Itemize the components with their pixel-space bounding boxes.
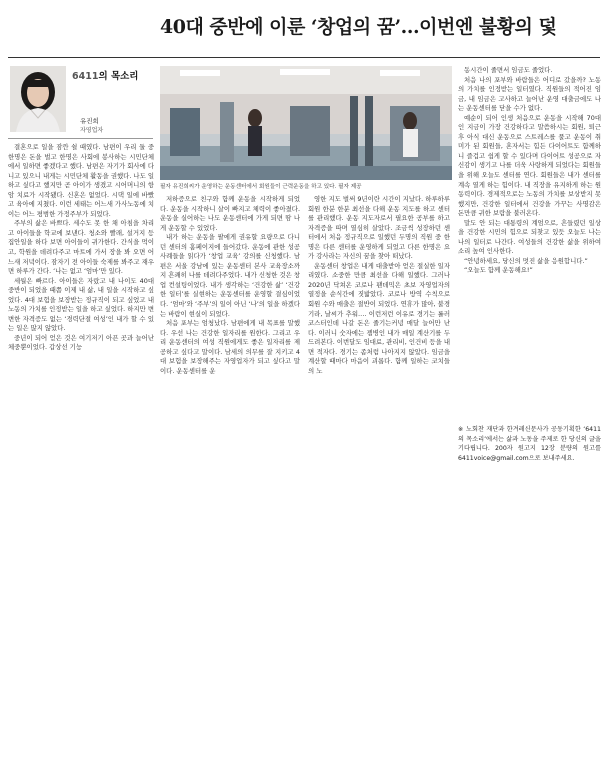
submission-footnote: ※ 노회찬 재단과 한겨레신문사가 공동기획한 ‘6411의 목소리’에서는 삶과 노동을 주제로 한 당신의 글을 기다립니다. 200자 원고지 12장 분량의 원고를 6411voice@gmail.com으로 보내주세요. bbox=[458, 426, 601, 462]
author-name: 유진희 bbox=[80, 117, 99, 125]
profile-divider bbox=[8, 138, 153, 139]
paragraph: 주부의 삶은 바쁘다. 세수도 못 한 채 아침을 차리고 아이들을 학교에 보낸다. 청소와 빨래, 설거지 등 집안일을 하다 보면 아이들이 귀가한다. 간식을 먹이고, 학원을 데려다주고 마트에 가서 장을 봐 오면 어느새 저녁이다. 잠자기 전 아이들 숙제를 봐주고 재우면 하루가 간다. ‘나는 없고 ‘엄마’만 있다. bbox=[8, 219, 154, 276]
paragraph: 처음 포부는 엄청났다. 남편에게 내 목표를 말했다. 우선 나는 건강한 일자리를 원한다. 그리고 우리 운동센터의 여성 직원에게도 좋은 일자리를 제공하고 싶다고 말이다. 남세의 의무를 잘 지키고 4대 보험을 보장해주는 자영업자가 되고 싶다고 말이다. 운동센터를 운 bbox=[160, 319, 300, 375]
paragraph: 처음 나의 포부와 바람들은 어디로 갔을까? 노동의 가치를 인정받는 일터였다. 직원들의 적어진 임금, 내 임금은 고사하고 늘어난 운영 대출금에도 나는 운동센터를 닫을 수가 없다. bbox=[458, 75, 601, 113]
paragraph: 세월은 빠르다. 아이들은 자랐고 내 나이도 40대 중반이 되었을 때쯤 이제 내 삶, 내 일을 시작하고 싶었다. 4대 보험을 보장받는 정규직이 되고 싶었고 내 노동의 가치를 인정받는 일을 하고 싶었다. 하지만 변변한 자격증도 없는 ‘경력단절 여성’인 내가 할 수 있는 일은 많지 않았다. bbox=[8, 276, 154, 333]
paragraph: 말도 안 되는 대통령의 계엄으로, 흔들렸던 일상을 건강한 시민의 힘으로 되찾고 있듯 오늘도 나는 나의 일터로 나간다. 여성들의 건강한 삶을 위하여 소리 높여 인사한다. bbox=[458, 218, 601, 256]
paragraph: 예순이 되어 인생 처음으로 운동을 시작해 70대인 지금이 가장 건강하다고 말씀하시는 회원, 퇴근 후 아식 대신 운동으로 스트레스를 풀고 운동이 취미가 된 회원들, 혼자서는 힘든 다이어트도 함께하니 즐겁고 쉽게 할 수 있다며 다이어트 성공으로 자신감이 생기고 나를 더욱 사랑하게 되었다는 회원들을 위해 오늘도 센터를 연다. 회원들은 내가 센터를 계속 열게 하는 힘이다. 내 직장을 유지하게 하는 원동력이다. 경제적으로는 노동의 가치를 보상받지 못했지만, 건강한 일터에서 건강을 가꾸는 사명감은 돈만큼 귀한 보람을 불러온다. bbox=[458, 113, 601, 218]
article-column-4 bbox=[458, 66, 601, 421]
column-profile bbox=[8, 66, 153, 136]
paragraph: 영한 지도 벌써 9년이란 시간이 지났다. 하루하루 회원 한분 한분 최선을 다해 운동 지도를 하고 센터를 관리했다. 운동 지도자로서 필요한 공부를 하고 자격증을 따며 열심히 살았다. 조금씩 성장하던 센터에서 처음 정규직으로 일했던 두명의 직원 중 한명은 다른 센터를 운영하게 되었고 다른 한명은 요가 강사라는 자신의 꿈을 찾아 떠났다. bbox=[308, 195, 450, 261]
author-role: 자영업자 bbox=[80, 127, 104, 134]
article-column-2 bbox=[160, 195, 300, 420]
article-column-1 bbox=[8, 143, 154, 563]
author-portrait bbox=[10, 66, 66, 132]
top-rule bbox=[8, 57, 600, 58]
headline: 40대 중반에 이룬 ‘창업의 꿈’…이번엔 불황의 덫 bbox=[160, 16, 557, 38]
paragraph: “안녕하세요, 당신의 멋진 삶을 응원합니다.” bbox=[464, 256, 588, 265]
paragraph: 결혼으로 일을 잠깐 쉴 때였다. 남편이 우리 둘 중 한명은 돈을 벌고 한명은 사회에 봉사하는 시민단체에서 일하면 좋겠다고 했다. 남편은 자기가 회사에 다니고 있으니 내게는 시민단체 활동을 권했다. 나도 일하고 싶다고 했지만 곧 아이가 생겼고 시어머니의 항암 치료가 시작됐다. 신혼은 없었다. 시댁 일에 바빴고 육아에 지쳤다. 이런 세태는 어느새 가사노동에 치이는 어느 평범한 가정주부가 되었다. bbox=[8, 143, 154, 218]
paragraph: 운동센터 창업은 내게 대출받아 얻은 절실한 일자리였다. 소중한 만큼 최선을 다해 일했다. 그러나 2020년 닥쳐온 코로나 팬데믹은 초보 자영업자의 열정을 순식간에 짓밟았다. 코로나 방역 수칙으로 회원 수와 매출은 절반이 되었다. 연휴가 많아, 불경기라, 날씨가 추워…. 이런저런 이유로 경기는 롤러코스터인데 나갈 돈은 줄기는커녕 매달 늘어만 난다. 이러니 숫자에는 젬병인 내가 매일 계산기를 두드려본다. 이번달도 임대료, 관리비, 인건비 등을 내면 적자다. 경기는 좀처럼 나아지지 않았다. 임금을 계산할 때마다 마음이 괴롭다. 함께 일하는 코치들의 노 bbox=[308, 261, 450, 375]
paragraph: 저하증으로 친구와 함께 운동을 시작하게 되었다. 운동을 시작하니 살이 빠지고 체력이 좋아졌다. 운동을 실어하는 나도 운동센터에 가게 되면 땀 나게 운동할 수 있었다. bbox=[160, 195, 300, 232]
photo-caption: 필자 유진희씨가 운영하는 운동센터에서 회원들이 근력운동을 하고 있다. 필자 제공 bbox=[160, 184, 362, 190]
series-title-rest: 의 목소리 bbox=[98, 71, 139, 82]
article-photo bbox=[160, 66, 452, 180]
author-portrait-image bbox=[10, 66, 66, 132]
paragraph: “오늘도 함께 운동해요!” bbox=[464, 266, 533, 275]
article-column-3 bbox=[308, 195, 450, 420]
series-number: 6411 bbox=[72, 71, 99, 82]
paragraph: 중년이 되어 얻은 것은 여기저기 아픈 곳과 늘어난 체중뿐이었다. 갑상선 기능 bbox=[8, 333, 154, 352]
paragraph: 내가 하는 운동을 팔에게 권유할 요량으로 다니던 센터의 홈페이지에 들어갔다. 운동에 관한 성공 사례들을 읽다가 ‘창업 교육’ 강의를 신청했다. 남편은 서울 강남에 있는 운동센터 본사 교육장소까지 흔쾌히 나를 데려다주었다. 내가 신청한 것은 창업 컨설팅이었다. 내가 생각하는 ‘건강한 삶’ ‘건강한 일터’를 실현하는 운동센터를 운영할 결심이었다. ‘엄마’와 ‘주부’의 일이 아닌 ‘나’의 일을 하겠다는 바람이 현실이 되었다. bbox=[160, 233, 300, 318]
gym-photo-image bbox=[160, 66, 452, 180]
paragraph: 동시간이 줄면서 임금도 줄었다. bbox=[464, 66, 553, 74]
series-title bbox=[72, 68, 138, 82]
